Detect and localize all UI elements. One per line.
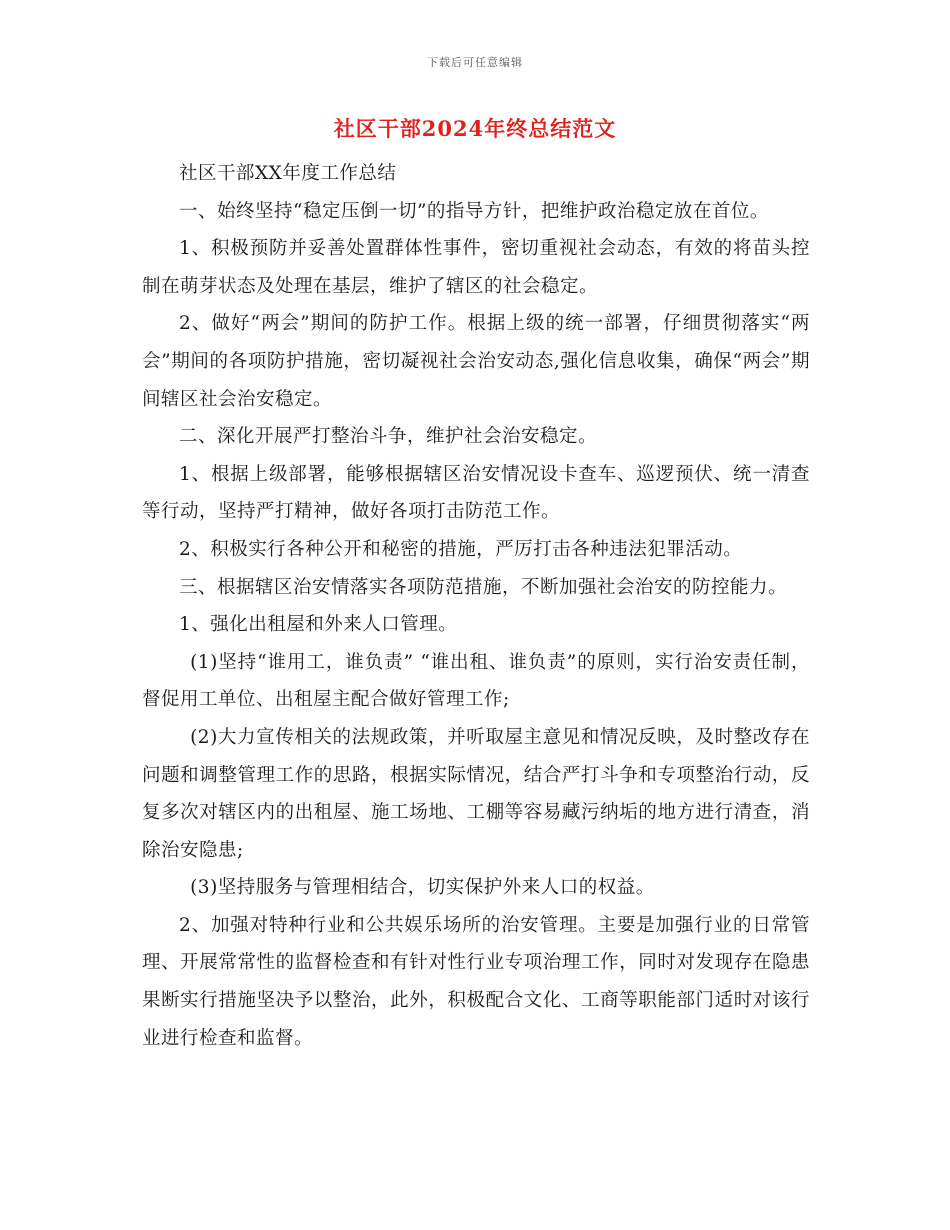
header-note: 下载后可任意编辑 <box>427 56 523 69</box>
document-title: 社区干部2024年终总结范文 <box>333 116 617 141</box>
document-body <box>142 155 810 1057</box>
paragraph: 一、始终坚持“稳定压倒一切”的指导方针，把维护政治稳定放在首位。 <box>179 200 769 222</box>
paragraph: 1、积极预防并妥善处置群体性事件，密切重视社会动态，有效的将苗头控制在萌芽状态及处理在基层，维护了辖区的社会稳定。 <box>142 238 810 297</box>
paragraph: 三、根据辖区治安情落实各项防范措施，不断加强社会治安的防控能力。 <box>179 576 788 598</box>
paragraph: 1、根据上级部署，能够根据辖区治安情况设卡查车、巡逻预伏、统一清查等行动，坚持严打精神，做好各项打击防范工作。 <box>142 463 810 523</box>
paragraph: 2、加强对特种行业和公共娱乐场所的治安管理。主要是加强行业的日常管理、开展常常性的监督检查和有针对性行业专项治理工作，同时对发现存在隐患果断实行措施坚决予以整治，此外，积极配合文化、工商等职能部门适时对该行业进行检查和监督。 <box>142 914 810 1049</box>
section-heading: 社区干部XX年度工作总结 <box>179 163 397 184</box>
paragraph: 2、积极实行各种公开和秘密的措施，严厉打击各种违法犯罪活动。 <box>179 538 743 560</box>
paragraph: (2)大力宣传相关的法规政策，并听取屋主意见和情况反映，及时整改存在问题和调整管理工作的思路，根据实际情况，结合严打斗争和专项整治行动，反复多次对辖区内的出租屋、施工场地、工棚等容易藏污纳垢的地方进行清查，消除治安隐患; <box>142 726 810 861</box>
paragraph: 2、做好“两会”期间的防护工作。根据上级的统一部署，仔细贯彻落实“两会”期间的各项防护措施，密切凝视社会治安动态,强化信息收集，确保“两会”期间辖区社会治安稳定。 <box>142 313 810 410</box>
paragraph: (1)坚持“谁用工，谁负责” “谁出租、谁负责”的原则，实行治安责任制，督促用工单位、出租屋主配合做好管理工作; <box>142 651 810 711</box>
paragraph: (3)坚持服务与管理相结合，切实保护外来人口的权益。 <box>190 877 655 899</box>
paragraph: 1、强化出租屋和外来人口管理。 <box>179 614 458 636</box>
paragraph: 二、深化开展严打整治斗争，维护社会治安稳定。 <box>179 426 598 448</box>
